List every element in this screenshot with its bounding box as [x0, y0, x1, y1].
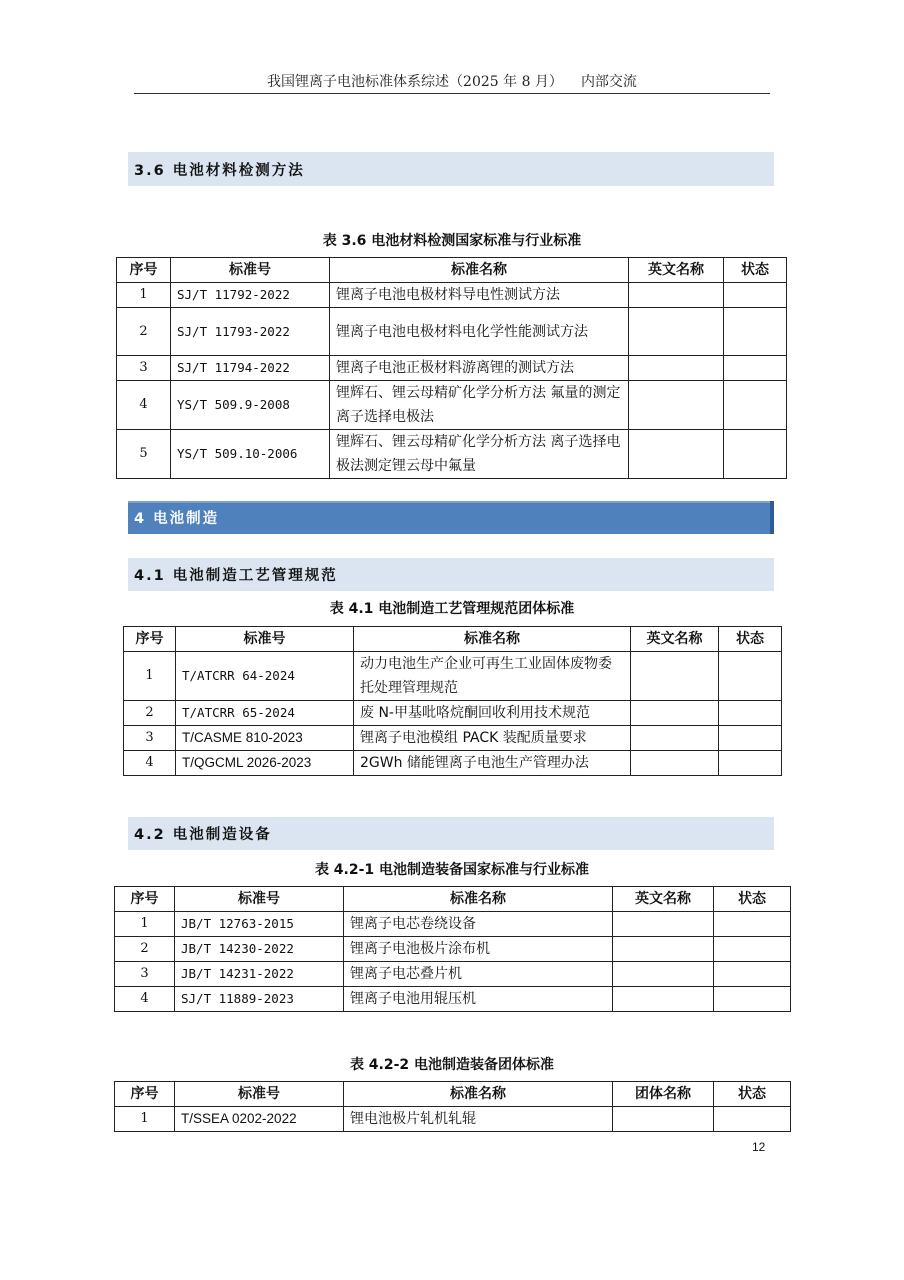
status — [714, 962, 791, 987]
table-4-2-2 — [114, 1081, 791, 1132]
col-header: 序号 — [115, 1082, 175, 1107]
status — [714, 1107, 791, 1132]
col-header: 标准号 — [171, 258, 330, 283]
table-row — [124, 652, 782, 701]
table-header-row — [124, 627, 782, 652]
header-divider — [134, 93, 770, 94]
row-number: 1 — [115, 1107, 175, 1132]
english-name — [629, 308, 724, 356]
col-header: 英文名称 — [629, 258, 724, 283]
status — [714, 937, 791, 962]
standard-code: SJ/T 11792-2022 — [171, 283, 330, 308]
english-name — [613, 937, 714, 962]
col-header: 序号 — [117, 258, 171, 283]
table-header-row — [115, 887, 791, 912]
running-header-title: 我国锂离子电池标准体系综述（2025 年 8 月） — [267, 74, 563, 90]
status — [719, 726, 782, 751]
standard-code: SJ/T 11793-2022 — [171, 308, 330, 356]
row-number: 3 — [124, 726, 176, 751]
section-4-1-heading: 4.1 电池制造工艺管理规范 — [128, 558, 774, 591]
status — [714, 912, 791, 937]
standard-name: 动力电池生产企业可再生工业固体废物委托处理管理规范 — [354, 652, 631, 701]
english-name — [613, 987, 714, 1012]
row-number: 1 — [115, 912, 175, 937]
row-number: 1 — [117, 283, 171, 308]
standard-name: 锂离子电池电极材料导电性测试方法 — [330, 283, 629, 308]
table-4-2-1 — [114, 886, 791, 1012]
group-name — [613, 1107, 714, 1132]
standard-code: T/QGCML 2026-2023 — [176, 751, 354, 776]
table-3-6-caption: 表 3.6 电池材料检测国家标准与行业标准 — [322, 233, 582, 249]
running-header — [0, 71, 904, 91]
row-number: 2 — [117, 308, 171, 356]
status — [724, 430, 787, 479]
standard-name: 2GWh 储能锂离子电池生产管理办法 — [354, 751, 631, 776]
standard-name: 锂离子电池电极材料电化学性能测试方法 — [330, 308, 629, 356]
status — [719, 751, 782, 776]
standard-code: YS/T 509.9-2008 — [171, 381, 330, 430]
standard-name: 锂离子电池用辊压机 — [344, 987, 613, 1012]
table-row — [124, 726, 782, 751]
standard-name: 锂离子电池正极材料游离锂的测试方法 — [330, 356, 629, 381]
english-name — [631, 751, 719, 776]
table-row — [117, 283, 787, 308]
standard-code: T/SSEA 0202-2022 — [175, 1107, 344, 1132]
table-header-row — [117, 258, 787, 283]
english-name — [631, 726, 719, 751]
table-3-6 — [116, 257, 787, 479]
col-header: 标准名称 — [344, 887, 613, 912]
col-header: 标准名称 — [354, 627, 631, 652]
col-header: 英文名称 — [613, 887, 714, 912]
standard-code: T/CASME 810-2023 — [176, 726, 354, 751]
row-number: 4 — [117, 381, 171, 430]
english-name — [629, 283, 724, 308]
table-row — [115, 1107, 791, 1132]
col-header: 标准名称 — [344, 1082, 613, 1107]
standard-code: SJ/T 11794-2022 — [171, 356, 330, 381]
english-name — [629, 356, 724, 381]
table-4-2-2-caption: 表 4.2-2 电池制造装备团体标准 — [349, 1057, 555, 1073]
english-name — [629, 381, 724, 430]
table-row — [115, 987, 791, 1012]
col-header: 标准号 — [175, 1082, 344, 1107]
table-row — [124, 751, 782, 776]
row-number: 5 — [117, 430, 171, 479]
table-row — [117, 308, 787, 356]
standard-name: 锂辉石、锂云母精矿化学分析方法 离子选择电极法测定锂云母中氟量 — [330, 430, 629, 479]
row-number: 2 — [115, 937, 175, 962]
row-number: 1 — [124, 652, 176, 701]
table-row — [117, 356, 787, 381]
table-4-1-caption: 表 4.1 电池制造工艺管理规范团体标准 — [329, 601, 575, 617]
col-header: 序号 — [124, 627, 176, 652]
table-header-row — [115, 1082, 791, 1107]
col-header: 标准号 — [175, 887, 344, 912]
row-number: 3 — [117, 356, 171, 381]
row-number: 3 — [115, 962, 175, 987]
standard-name: 锂电池极片轧机轧辊 — [344, 1107, 613, 1132]
col-header: 团体名称 — [613, 1082, 714, 1107]
table-4-1 — [123, 626, 782, 776]
section-3-6-heading: 3.6 电池材料检测方法 — [128, 152, 774, 186]
table-4-2-1-caption: 表 4.2-1 电池制造装备国家标准与行业标准 — [314, 862, 590, 878]
col-header: 序号 — [115, 887, 175, 912]
col-header: 英文名称 — [631, 627, 719, 652]
standard-code: JB/T 12763-2015 — [175, 912, 344, 937]
standard-code: JB/T 14231-2022 — [175, 962, 344, 987]
page-number: 12 — [752, 1140, 766, 1154]
table-row — [117, 430, 787, 479]
standard-code: T/ATCRR 64-2024 — [176, 652, 354, 701]
english-name — [629, 430, 724, 479]
standard-name: 锂离子电芯卷绕设备 — [344, 912, 613, 937]
table-row — [124, 701, 782, 726]
col-header: 状态 — [714, 1082, 791, 1107]
table-row — [115, 962, 791, 987]
standard-code: SJ/T 11889-2023 — [175, 987, 344, 1012]
standard-name: 锂离子电芯叠片机 — [344, 962, 613, 987]
col-header: 状态 — [719, 627, 782, 652]
section-4-2-heading: 4.2 电池制造设备 — [128, 817, 774, 850]
table-row — [115, 937, 791, 962]
standard-name: 锂离子电池模组 PACK 装配质量要求 — [354, 726, 631, 751]
table-row — [115, 912, 791, 937]
standard-code: JB/T 14230-2022 — [175, 937, 344, 962]
col-header: 标准名称 — [330, 258, 629, 283]
status — [724, 283, 787, 308]
row-number: 4 — [115, 987, 175, 1012]
english-name — [631, 652, 719, 701]
english-name — [613, 962, 714, 987]
standard-code: T/ATCRR 65-2024 — [176, 701, 354, 726]
english-name — [631, 701, 719, 726]
table-row — [117, 381, 787, 430]
standard-name: 锂辉石、锂云母精矿化学分析方法 氟量的测定 离子选择电极法 — [330, 381, 629, 430]
standard-name: 废 N-甲基吡咯烷酮回收利用技术规范 — [354, 701, 631, 726]
status — [724, 381, 787, 430]
status — [724, 356, 787, 381]
standard-code: YS/T 509.10-2006 — [171, 430, 330, 479]
col-header: 状态 — [724, 258, 787, 283]
row-number: 2 — [124, 701, 176, 726]
status — [719, 701, 782, 726]
running-header-tag: 内部交流 — [580, 74, 637, 90]
status — [714, 987, 791, 1012]
english-name — [613, 912, 714, 937]
standard-name: 锂离子电池极片涂布机 — [344, 937, 613, 962]
row-number: 4 — [124, 751, 176, 776]
col-header: 标准号 — [176, 627, 354, 652]
status — [724, 308, 787, 356]
status — [719, 652, 782, 701]
col-header: 状态 — [714, 887, 791, 912]
section-4-heading: 4 电池制造 — [128, 501, 774, 534]
